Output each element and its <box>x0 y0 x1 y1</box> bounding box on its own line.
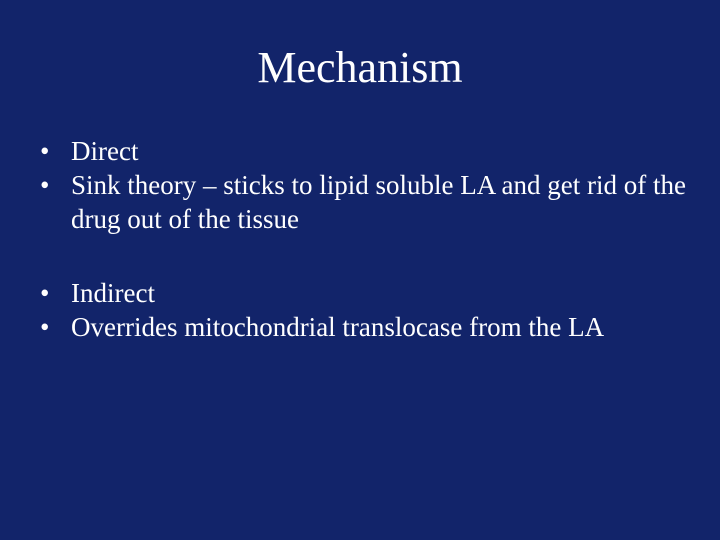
bullet-item-direct <box>40 134 690 168</box>
bullet-item-overrides <box>40 310 690 344</box>
bullet-icon: • <box>40 278 50 308</box>
bullet-item-sink-theory <box>40 168 690 236</box>
bullet-text: Indirect <box>71 278 155 308</box>
bullet-icon: • <box>40 312 50 342</box>
bullet-text: Direct <box>71 136 139 166</box>
bullet-text: Overrides mitochondrial translocase from the LA <box>71 312 605 342</box>
bullet-icon: • <box>40 170 50 200</box>
bullet-text: Sink theory – sticks to lipid soluble LA and get rid of the drug out of the tissue <box>71 170 686 234</box>
bullet-icon: • <box>40 136 50 166</box>
slide-title: Mechanism <box>257 43 463 92</box>
bullet-list <box>40 134 690 344</box>
bullet-item-indirect <box>40 276 690 310</box>
